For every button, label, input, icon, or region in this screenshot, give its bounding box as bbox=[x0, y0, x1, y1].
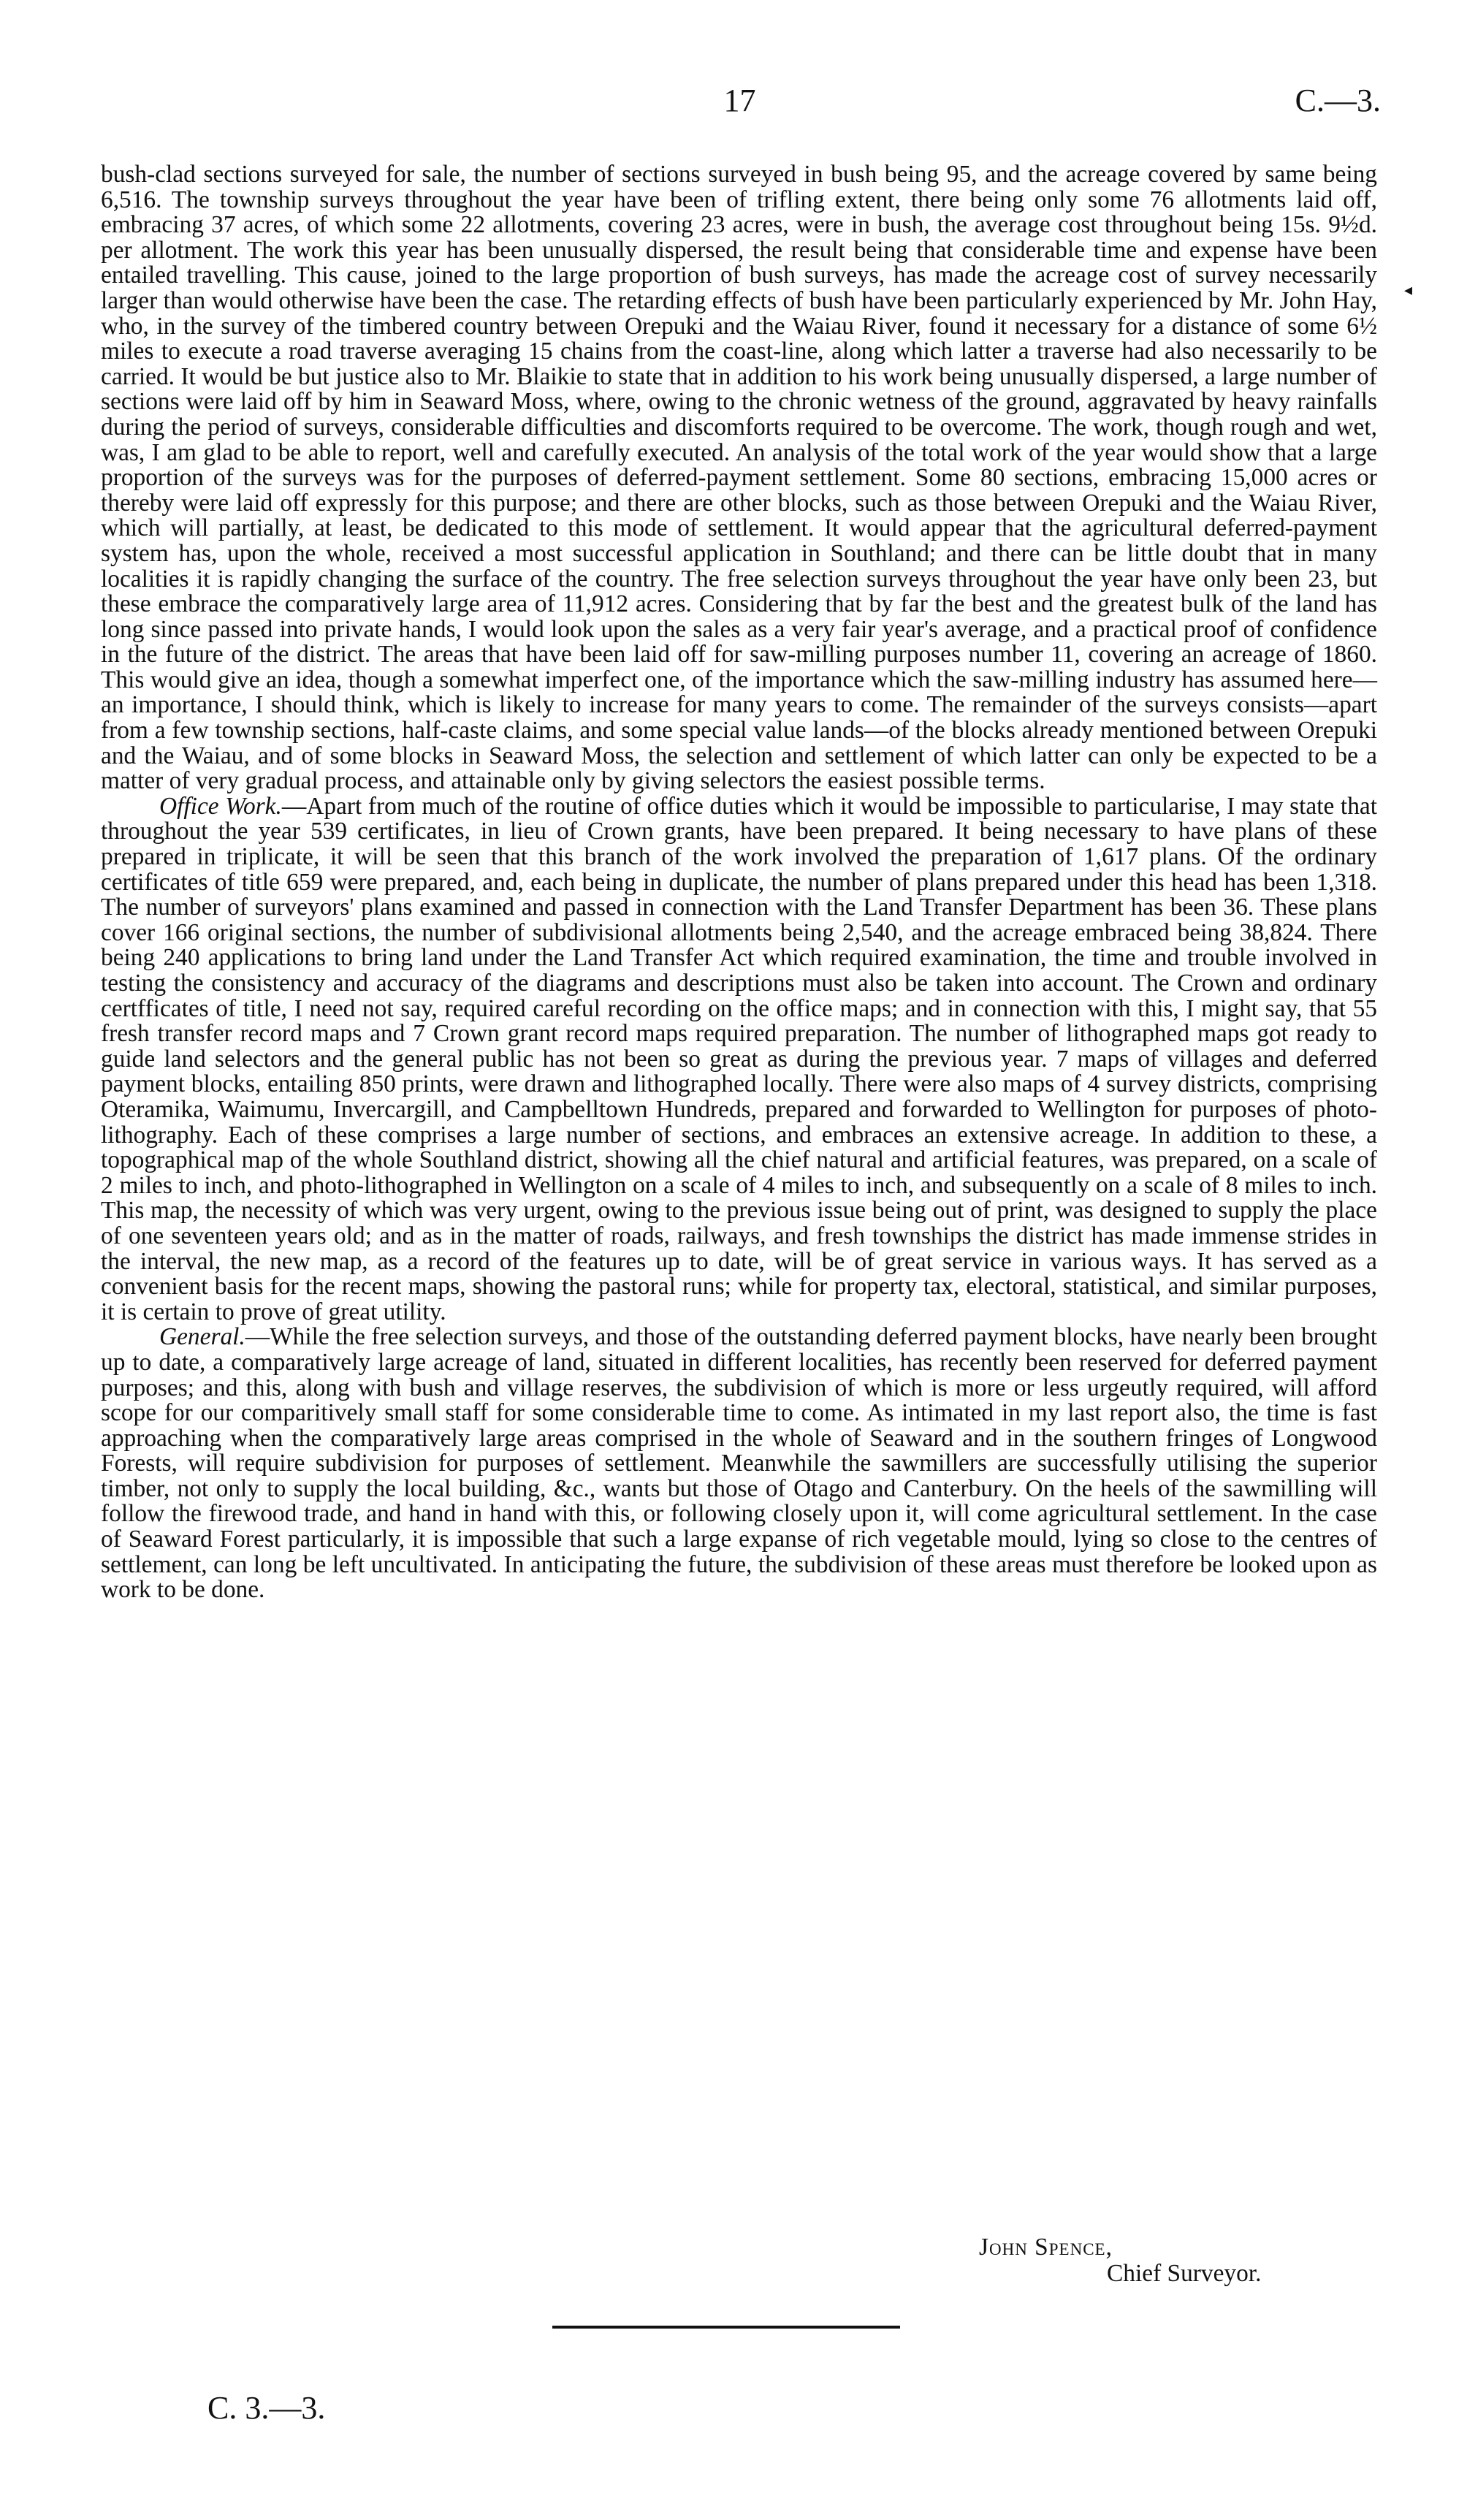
footer-reference: C. 3.—3. bbox=[207, 2390, 326, 2426]
report-body bbox=[101, 162, 1377, 1603]
paragraph-general bbox=[101, 1325, 1377, 1603]
signatory-name: John Spence, bbox=[979, 2234, 1113, 2261]
closing-rule bbox=[552, 2326, 900, 2329]
page-header bbox=[99, 82, 1381, 133]
section-heading-office-work: Office Work. bbox=[159, 792, 282, 820]
paragraph-office-work bbox=[101, 794, 1377, 1325]
document-reference: C.—3. bbox=[1295, 83, 1381, 118]
page-number: 17 bbox=[723, 83, 756, 118]
signature-block bbox=[979, 2234, 1388, 2287]
signatory-title: Chief Surveyor. bbox=[1107, 2260, 1262, 2287]
paragraph-text: —Apart from much of the routine of office duties which it would be impossible to particularise, I may state that throughout the year 539 certificates, in lieu of Crown grants, have been prepared. It being necessary to have plans of these prepared in triplicate, it will be seen that this branch of the work involved the preparation of 1,617 plans. Of the ordinary certificates of title 659 were prepared, and, each being in duplicate, the number of plans prepared under this head has been 1,318. The number of surveyors' plans examined and passed in connection with the Land Transfer Department has been 36. These plans cover 166 original sections, the number of subdivisional allotments being 2,540, and the acreage embraced being 38,824. There being 240 applications to bring land under the Land Transfer Act which required examination, the time and trouble involved in testing the consistency and accuracy of the diagrams and descriptions must also be taken into account. The Crown and ordinary certfficates of title, I need not say, required careful recording on the office maps; and in connection with this, I might say, that 55 fresh transfer record maps and 7 Crown grant record maps required preparation. The number of lithographed maps got ready to guide land selectors and the general public has not been so great as during the previous year. 7 maps of villages and deferred payment blocks, entailing 850 prints, were drawn and lithographed locally. There were also maps of 4 survey districts, comprising Oteramika, Waimumu, Invercargill, and Campbelltown Hundreds, prepared and forwarded to Wellington for purposes of photo-lithography. Each of these comprises a large number of sections, and embraces an extensive acreage. In addition to these, a topographical map of the whole Southland district, showing all the chief natural and artificial features, was prepared, on a scale of 2 miles to inch, and photo-lithographed in Wellington on a scale of 4 miles to inch, and subsequently on a scale of 8 miles to inch. This map, the necessity of which was very urgent, owing to the previous issue being out of print, was designed to supply the place of one seventeen years old; and as in the matter of roads, railways, and fresh townships the district has made immense strides in the interval, the new map, as a record of the features up to date, will be of great service in various ways. It has served as a convenient basis for the recent maps, showing the pastoral runs; while for property tax, electoral, statistical, and similar purposes, it is certain to prove of great utility. bbox=[101, 792, 1377, 1325]
section-heading-general: General. bbox=[159, 1323, 245, 1351]
paragraph-text: bush-clad sections surveyed for sale, the number of sections surveyed in bush being 95, and the acreage covered by same being 6,516. The township surveys throughout the year have been of trifling extent, there being only some 76 allotments laid off, embracing 37 acres, of which some 22 allotments, covering 23 acres, were in bush, the average cost throughout being 15s. 9½d. per allotment. The work this year has been unusually dispersed, the result being that considerable time and expense have been entailed travelling. This cause, joined to the large proportion of bush surveys, has made the acreage cost of survey necessarily larger than would otherwise have been the case. The retarding effects of bush have been particularly experienced by Mr. John Hay, who, in the survey of the timbered country between Orepuki and the Waiau River, found it necessary for a distance of some 6½ miles to execute a road traverse averaging 15 chains from the coast-line, along which latter a traverse had also necessarily to be carried. It would be but justice also to Mr. Blaikie to state that in addition to his work being unusually dispersed, a large number of sections were laid off by him in Seaward Moss, where, owing to the chronic wetness of the ground, aggravated by heavy rainfalls during the period of surveys, considerable difficulties and discomforts required to be overcome. The work, though rough and wet, was, I am glad to be able to report, well and carefully executed. An analysis of the total work of the year would show that a large proportion of the surveys was for the purposes of deferred-payment settlement. Some 80 sections, embracing 15,000 acres or thereby were laid off expressly for this purpose; and there are other blocks, such as those between Orepuki and the Waiau River, which will partially, at least, be dedicated to this mode of settlement. It would appear that the agricultural deferred-payment system has, upon the whole, received a most successful application in Southland; and there can be little doubt that in many localities it is rapidly changing the surface of the country. The free selection surveys throughout the year have only been 23, but these embrace the comparatively large area of 11,912 acres. Considering that by far the best and the greatest bulk of the land has long since passed into private hands, I would look upon the sales as a very fair year's average, and a practical proof of confidence in the future of the district. The areas that have been laid off for saw-milling purposes number 11, covering an acreage of 1860. This would give an idea, though a somewhat imperfect one, of the importance which the saw-milling industry has assumed here— an importance, I should think, which is likely to increase for many years to come. The remainder of the surveys consists—apart from a few township sections, half-caste claims, and some special value lands—of the blocks already mentioned between Orepuki and the Waiau, and of some blocks in Seaward Moss, the selection and settlement of which latter can only be expected to be a matter of very gradual process, and attainable only by giving selectors the easiest possible terms. bbox=[101, 161, 1377, 795]
margin-mark: ◂ bbox=[1404, 281, 1413, 299]
paragraph-surveys bbox=[101, 162, 1377, 794]
paragraph-text: —While the free selection surveys, and those of the outstanding deferred payment blocks, have nearly been brought up to date, a comparatively large acreage of land, situated in different localities, has recently been reserved for deferred payment purposes; and this, along with bush and village reserves, the subdivision of which is more or less urgeutly required, will afford scope for our comparitively small staff for some considerable time to come. As intimated in my last report also, the time is fast approaching when the comparatively large areas comprised in the whole of Seaward and in the southern fringes of Longwood Forests, will require subdivision for purposes of settlement. Meanwhile the sawmillers are successfully utilising the superior timber, not only to supply the local building, &c., wants but those of Otago and Canterbury. On the heels of the sawmilling will follow the firewood trade, and hand in hand with this, or following closely upon it, will come agricultural settlement. In the case of Seaward Forest particularly, it is impossible that such a large expanse of rich vegetable mould, lying so close to the centres of settlement, can long be left uncultivated. In anticipating the future, the subdivision of these areas must therefore be looked upon as work to be done. bbox=[101, 1323, 1377, 1604]
